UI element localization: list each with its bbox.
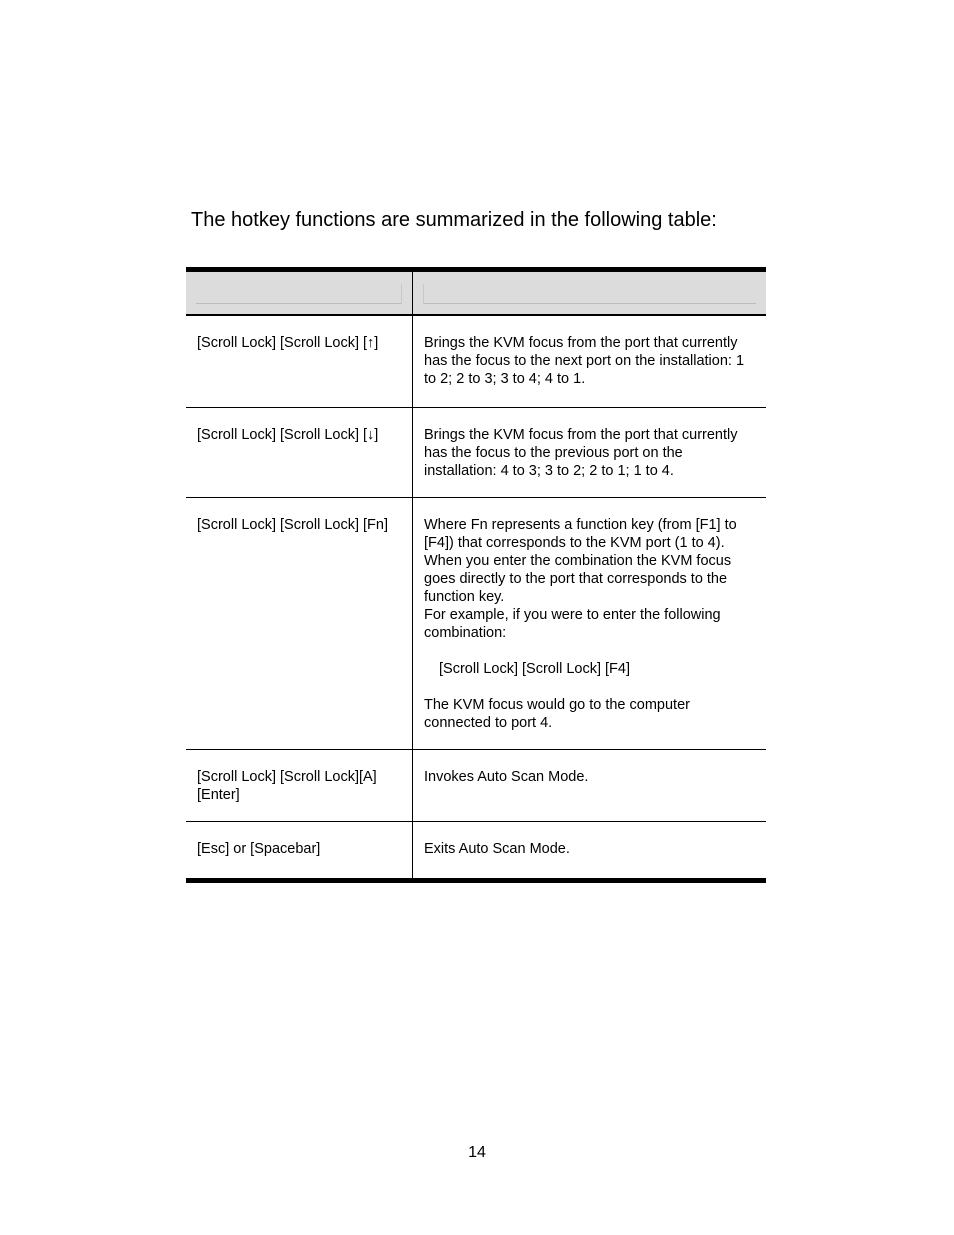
description-text: Exits Auto Scan Mode.: [424, 841, 570, 857]
hotkey-keys: [Scroll Lock] [Scroll Lock] [↑]: [186, 316, 413, 407]
hotkey-description: [413, 408, 766, 497]
hotkey-keys: [Esc] or [Spacebar]: [186, 822, 413, 878]
header-cell-action: [413, 272, 766, 314]
intro-text: The hotkey functions are summarized in the following table:: [191, 209, 717, 231]
header-cell-hotkey: [186, 272, 413, 314]
hotkey-table: [186, 267, 766, 883]
description-text: Where Fn represents a function key (from [F1] to [F4]) that corresponds to the KVM port (1 to 4). When you enter the combination the KVM focus goes directly to the port that corresponds to the function key.: [424, 517, 737, 605]
hotkey-keys: [Scroll Lock] [Scroll Lock] [↓]: [186, 408, 413, 497]
hotkey-description: [413, 822, 766, 878]
description-text: Invokes Auto Scan Mode.: [424, 769, 589, 785]
description-text: Brings the KVM focus from the port that currently has the focus to the next port on the installation: 1 to 2; 2 to 3; 3 to 4; 4 to 1.: [424, 335, 745, 387]
page-number: 14: [468, 1144, 486, 1161]
description-text: Brings the KVM focus from the port that currently has the focus to the previous port on the installation: 4 to 3; 3 to 2; 2 to 1; 1 to 4.: [424, 427, 738, 479]
table-row-previous-port: [186, 408, 766, 498]
description-text: For example, if you were to enter the following combination:: [424, 607, 721, 641]
header-field-line: [196, 303, 402, 304]
table-row-auto-scan-invoke: [186, 750, 766, 822]
hotkey-keys: [Scroll Lock] [Scroll Lock][A] [Enter]: [186, 750, 413, 821]
header-field-edge: [401, 284, 402, 304]
table-row-next-port: [186, 316, 766, 408]
hotkey-keys: [Scroll Lock] [Scroll Lock] [Fn]: [186, 498, 413, 749]
description-text: The KVM focus would go to the computer connected to port 4.: [424, 697, 690, 731]
table-row-auto-scan-exit: [186, 822, 766, 878]
hotkey-description: [413, 750, 766, 821]
example-combination: [Scroll Lock] [Scroll Lock] [F4]: [439, 661, 630, 677]
table-row-function-key: [186, 498, 766, 750]
hotkey-description: [413, 316, 766, 407]
header-field-line: [423, 303, 756, 304]
hotkey-description: [413, 498, 766, 749]
table-header: [186, 272, 766, 316]
header-field-edge: [423, 284, 424, 304]
